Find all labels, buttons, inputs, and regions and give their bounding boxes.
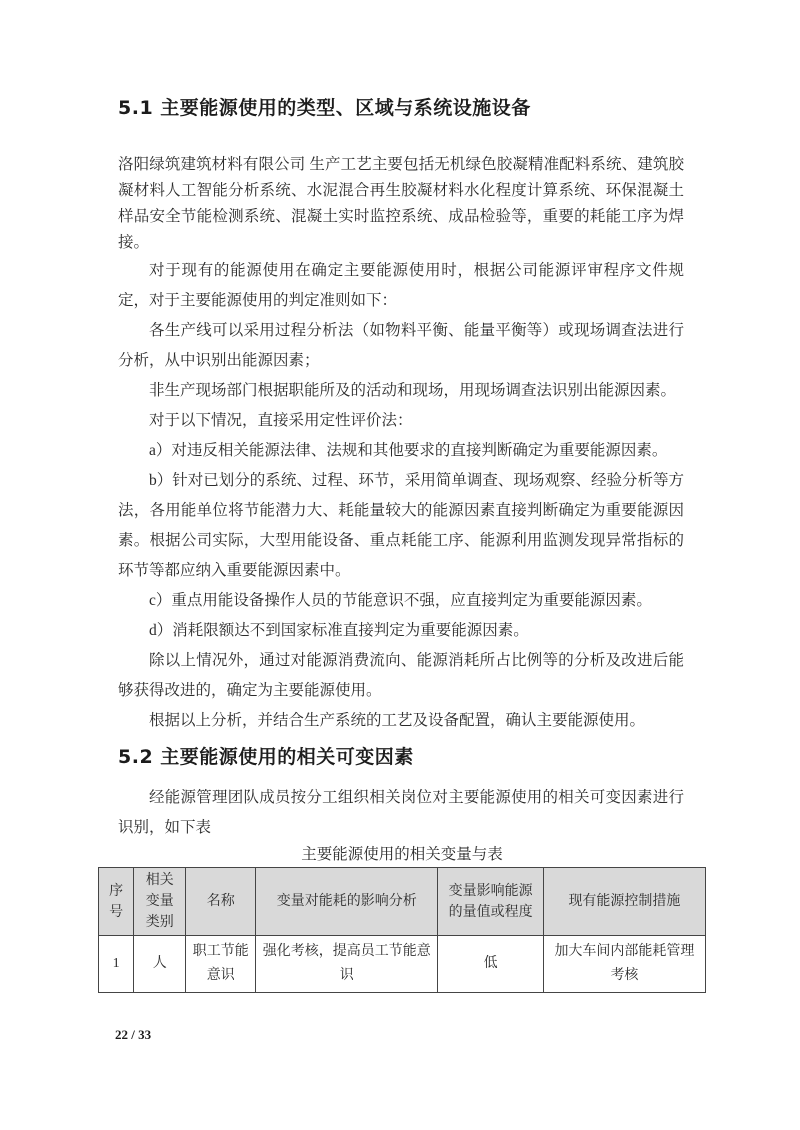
paragraph: c）重点用能设备操作人员的节能意识不强，应直接判定为重要能源因素。 bbox=[149, 592, 652, 609]
paragraph: 对于现有的能源使用在确定主要能源使用时，根据公司能源评审程序文件规定，对于主要能源使用的判定准则如下： bbox=[118, 262, 684, 309]
section-heading-5-2: 5.2 主要能源使用的相关可变因素 bbox=[118, 746, 414, 768]
table-header-cell: 相关变量类别 bbox=[134, 868, 186, 936]
table-caption: 主要能源使用的相关变量与表 bbox=[301, 846, 503, 863]
table-cell: 1 bbox=[99, 936, 134, 993]
document-content bbox=[0, 95, 800, 993]
table-header-cell: 变量对能耗的影响分析 bbox=[256, 868, 438, 936]
table-header-cell: 序号 bbox=[99, 868, 134, 936]
table-cell: 人 bbox=[134, 936, 186, 993]
paragraph: 对于以下情况，直接采用定性评价法： bbox=[149, 412, 413, 429]
table-cell: 加大车间内部能耗管理考核 bbox=[543, 936, 705, 993]
table-header-cell: 变量影响能源的量值或程度 bbox=[438, 868, 544, 936]
paragraph: 洛阳绿筑建筑材料有限公司 生产工艺主要包括无机绿色胶凝精准配料系统、建筑胶凝材料人工智能分析系统、水泥混合再生胶凝材料水化程度计算系统、环保混凝土样品安全节能检测系统、混凝土实时监控系统、成品检验等，重要的耗能工序为焊接。 bbox=[118, 156, 684, 251]
page-number: 22 / 33 bbox=[115, 1027, 152, 1042]
paragraph: 根据以上分析，并结合生产系统的工艺及设备配置，确认主要能源使用。 bbox=[149, 712, 646, 729]
table-cell: 低 bbox=[438, 936, 544, 993]
table-header-cell: 名称 bbox=[186, 868, 256, 936]
paragraph: a）对违反相关能源法律、法规和其他要求的直接判断确定为重要能源因素。 bbox=[149, 442, 668, 459]
table-row bbox=[99, 936, 706, 993]
paragraph: 各生产线可以采用过程分析法（如物料平衡、能量平衡等）或现场调查法进行分析，从中识别出能源因素； bbox=[118, 322, 684, 369]
table-header-row bbox=[99, 868, 706, 936]
paragraph: b）针对已划分的系统、过程、环节，采用简单调查、现场观察、经验分析等方法，各用能单位将节能潜力大、耗能量较大的能源因素直接判断确定为重要能源因素。根据公司实际，大型用能设备、重点耗能工序、能源利用监测发现异常指标的环节等都应纳入重要能源因素中。 bbox=[118, 472, 684, 579]
paragraph: 非生产现场部门根据职能所及的活动和现场，用现场调查法识别出能源因素。 bbox=[149, 382, 677, 399]
variables-table-block bbox=[98, 843, 706, 993]
paragraph: 经能源管理团队成员按分工组织相关岗位对主要能源使用的相关可变因素进行识别，如下表 bbox=[118, 789, 684, 836]
paragraph: 除以上情况外，通过对能源消费流向、能源消耗所占比例等的分析及改进后能够获得改进的，确定为主要能源使用。 bbox=[118, 652, 684, 699]
table-cell: 职工节能意识 bbox=[186, 936, 256, 993]
section-heading-5-1: 5.1 主要能源使用的类型、区域与系统设施设备 bbox=[118, 97, 531, 119]
paragraph: d）消耗限额达不到国家标准直接判定为重要能源因素。 bbox=[149, 622, 529, 639]
table-header-cell: 现有能源控制措施 bbox=[543, 868, 705, 936]
variables-table bbox=[98, 867, 706, 993]
table-cell: 强化考核，提高员工节能意识 bbox=[256, 936, 438, 993]
